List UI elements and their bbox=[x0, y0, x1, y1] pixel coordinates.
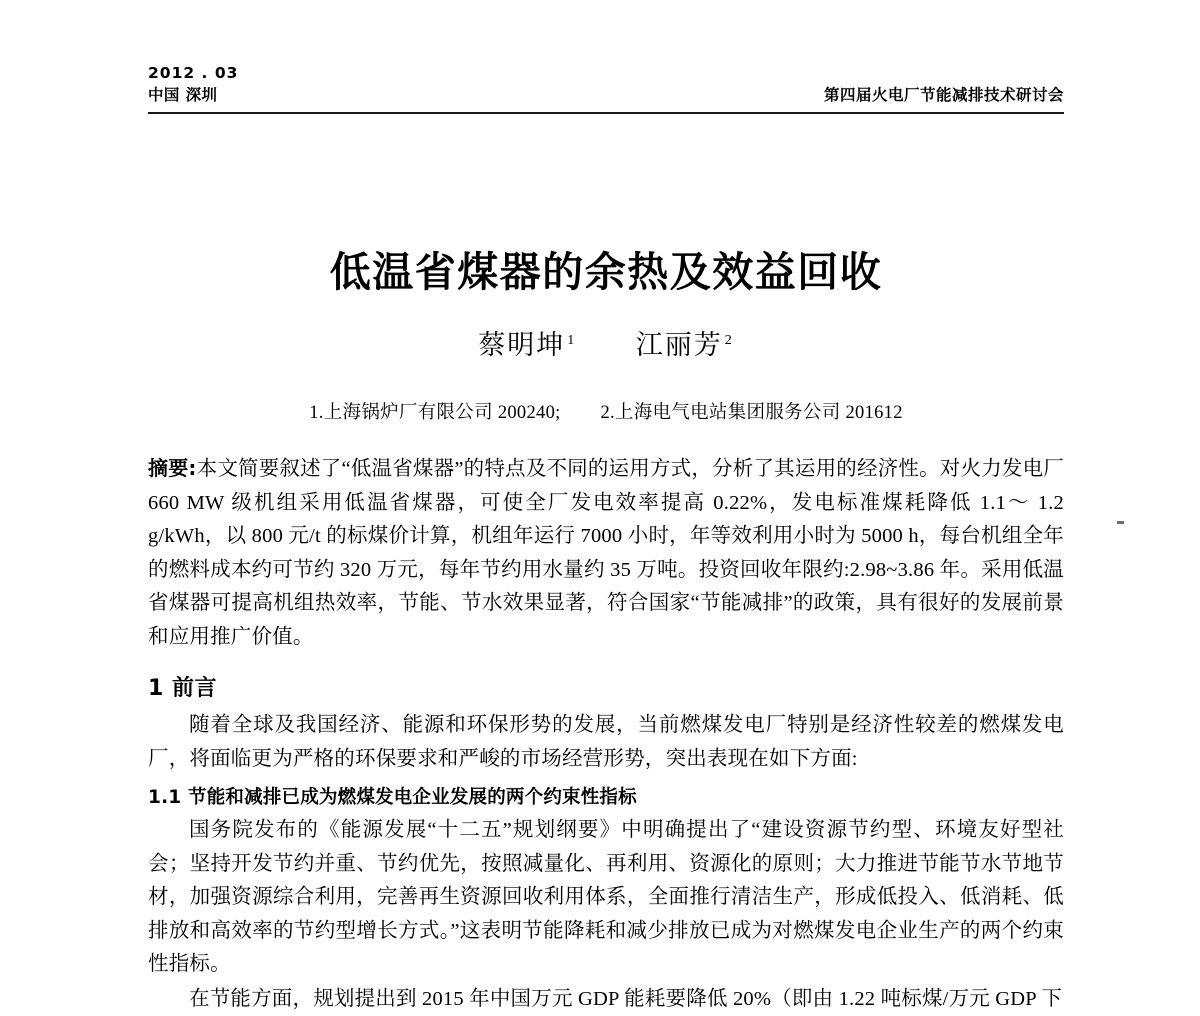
section-1-1-paragraph-2: 在节能方面，规划提出到 2015 年中国万元 GDP 能耗要降低 20%（即由 1.22 吨标煤/万元 GDP 下 bbox=[189, 987, 1063, 1010]
running-head bbox=[148, 62, 1064, 110]
scan-artifact-mark bbox=[1117, 521, 1124, 524]
author-1-affiliation-marker: 1 bbox=[567, 333, 577, 349]
author-2-name: 江丽芳 bbox=[635, 330, 723, 361]
author-2-affiliation-marker: 2 bbox=[724, 333, 734, 349]
header-divider-rule bbox=[148, 112, 1064, 114]
running-head-left bbox=[148, 62, 238, 106]
author-list bbox=[148, 324, 1064, 362]
author-2 bbox=[636, 330, 734, 360]
section-1-1-paragraph-1: 国务院发布的《能源发展“十二五”规划纲要》中明确提出了“建设资源节约型、环境友好型社会；坚持开发节约并重、节约优先，按照减量化、再利用、资源化的原则；大力推进节能节水节地节材，加强资源综合利用，完善再生资源回收利用体系，全面推行清洁生产，形成低投入、低消耗、低排放和高效率的节约型增长方式。”这表明节能降耗和减少排放已成为对燃煤发电企业生产的两个约束性指标。 bbox=[148, 819, 1064, 976]
section-heading-1-1: 1.1 节能和减排已成为燃煤发电企业发展的两个约束性指标 bbox=[148, 787, 637, 809]
section-heading-1: 1 前言 bbox=[148, 676, 217, 702]
conference-date: 2012 . 03 bbox=[148, 64, 239, 82]
conference-location: 中国 深圳 bbox=[148, 86, 218, 104]
affiliation-line bbox=[148, 400, 1064, 426]
abstract-text: 本文简要叙述了“低温省煤器”的特点及不同的运用方式，分析了其运用的经济性。对火力发电厂 660 MW 级机组采用低温省煤器，可使全厂发电效率提高 0.22%，发电标准煤耗降低 1.1～ 1.2 g/kWh，以 800 元/t 的标煤价计算，机组年运行 7000 小时，年等效利用小时为 5000 h，每台机组全年的燃料成本约可节约 320 万元，每年节约用水量约 35 万吨。投资回收年限约:2.98~3.86 年。采用低温省煤器可提高机组热效率，节能、节水效果显著，符合国家“节能减排”的政策，具有很好的发展前景和应用推广价值。 bbox=[148, 458, 1064, 648]
affiliation-1: 1.上海锅炉厂有限公司 200240; bbox=[309, 403, 561, 424]
affiliation-2: 2.上海电气电站集团服务公司 201612 bbox=[600, 403, 903, 424]
page-title: 低温省煤器的余热及效益回收 bbox=[329, 248, 883, 296]
page-content bbox=[148, 0, 1064, 1016]
section-1-paragraph-1: 随着全球及我国经济、能源和环保形势的发展，当前燃煤发电厂特别是经济性较差的燃煤发电厂，将面临更为严格的环保要求和严峻的市场经营形势，突出表现在如下方面: bbox=[148, 714, 1064, 770]
abstract-label: 摘要: bbox=[148, 456, 197, 481]
author-1 bbox=[478, 330, 576, 360]
conference-name: 第四届火电厂节能减排技术研讨会 bbox=[823, 86, 1064, 104]
author-1-name: 蔡明坤 bbox=[478, 330, 566, 361]
abstract-block bbox=[148, 452, 1064, 654]
